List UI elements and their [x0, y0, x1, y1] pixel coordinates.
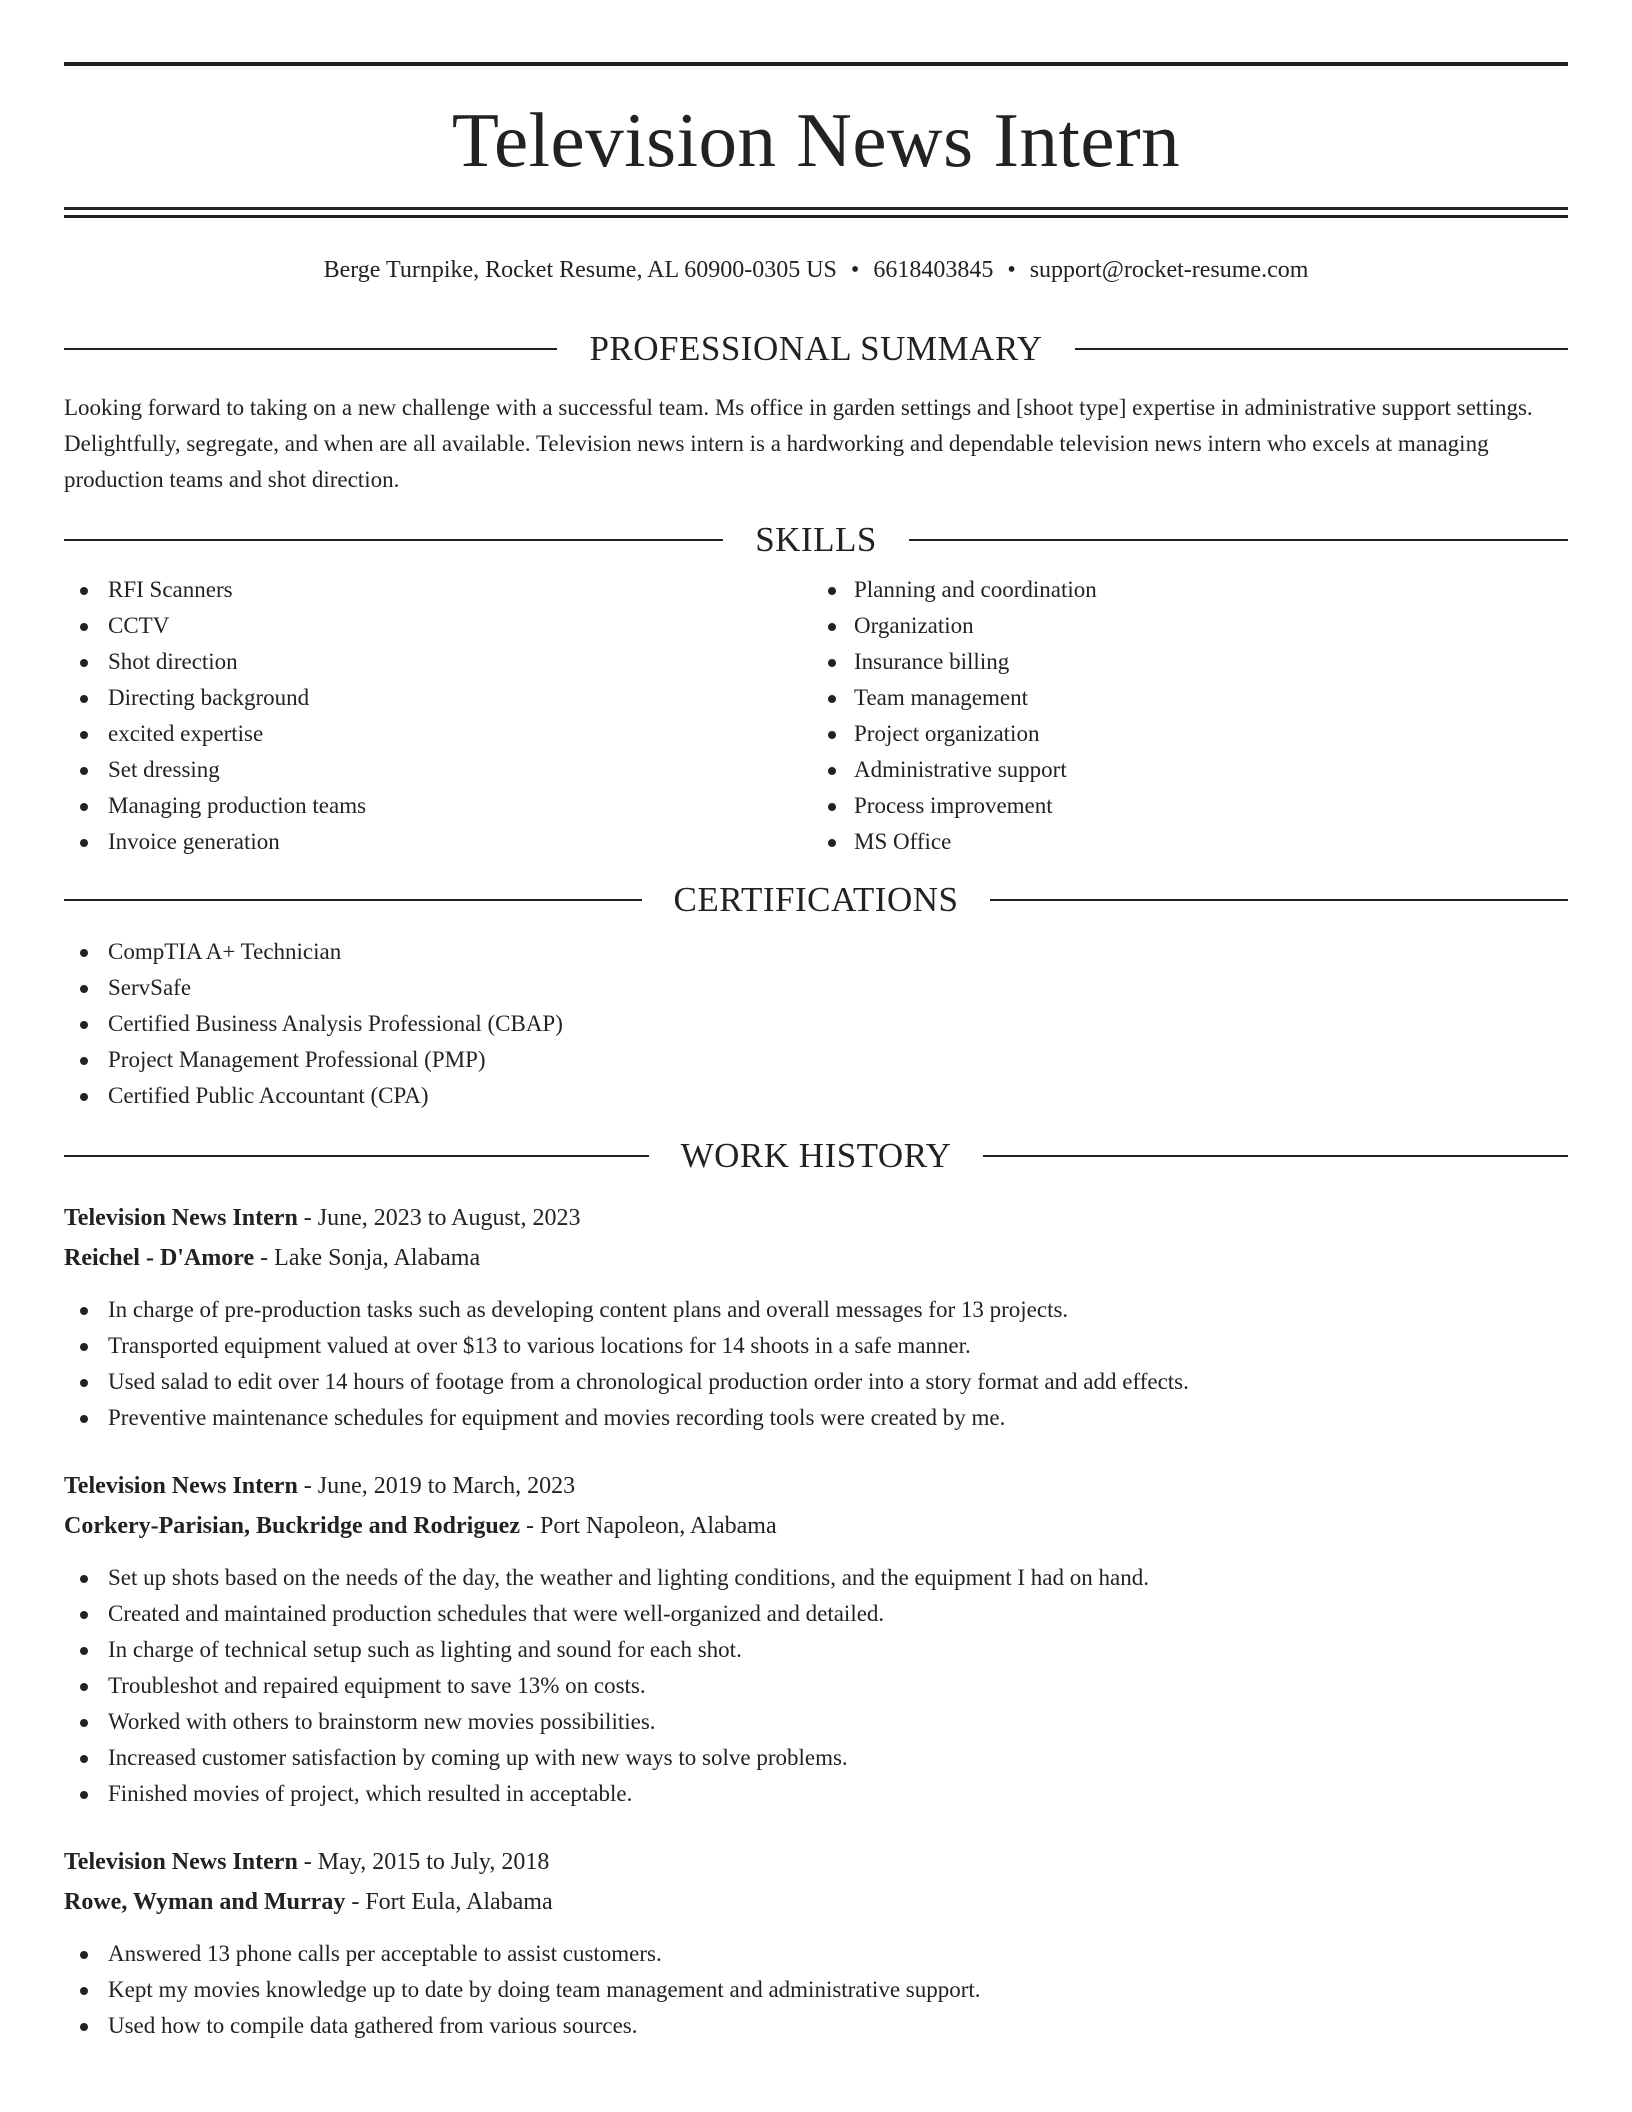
job-dates: - June, 2023 to August, 2023: [303, 1205, 581, 1231]
job-duties-list: [64, 1560, 1568, 1812]
job-duties-list: [64, 1936, 1568, 2044]
resume-title: Television News Intern: [451, 97, 1181, 183]
job-title-line: [64, 1842, 1568, 1882]
certification-item: Project Management Professional (PMP): [64, 1042, 1568, 1078]
summary-heading: PROFESSIONAL SUMMARY: [589, 329, 1043, 368]
job-company: Corkery-Parisian, Buckridge and Rodriguez: [64, 1513, 520, 1539]
skill-item: Organization: [816, 608, 1568, 644]
job-title: Television News Intern: [64, 1849, 298, 1875]
skills-heading: SKILLS: [755, 520, 877, 559]
job-duty: Increased customer satisfaction by coming up with new ways to solve problems.: [64, 1740, 1568, 1776]
contact-address: Berge Turnpike, Rocket Resume, AL 60900-0305 US: [323, 257, 837, 283]
skill-item: RFI Scanners: [64, 572, 816, 608]
heading-rule-right: [909, 539, 1568, 541]
heading-rule-right: [983, 1155, 1568, 1157]
job-dates: - May, 2015 to July, 2018: [303, 1849, 550, 1875]
job-title-line: [64, 1466, 1568, 1506]
skill-item: MS Office: [816, 824, 1568, 860]
job-company: Reichel - D'Amore: [64, 1245, 255, 1271]
skill-item: Team management: [816, 680, 1568, 716]
skills-column-right: [816, 572, 1568, 860]
job-duties-list: [64, 1292, 1568, 1436]
job-company-line: [64, 1506, 1568, 1546]
skill-item: Process improvement: [816, 788, 1568, 824]
skill-item: Managing production teams: [64, 788, 816, 824]
heading-rule-right: [1075, 348, 1568, 350]
job-duty: Transported equipment valued at over $13 to various locations for 14 shoots in a safe manner.: [64, 1328, 1568, 1364]
skill-item: excited expertise: [64, 716, 816, 752]
job-duty: Answered 13 phone calls per acceptable to assist customers.: [64, 1936, 1568, 1972]
skill-item: Project organization: [816, 716, 1568, 752]
contact-separator: •: [1007, 257, 1016, 283]
job-title: Television News Intern: [64, 1473, 298, 1499]
contact-line: [64, 255, 1568, 285]
skill-item: Invoice generation: [64, 824, 816, 860]
job-location: - Lake Sonja, Alabama: [260, 1245, 481, 1271]
heading-rule-left: [64, 539, 723, 541]
job-duty: Troubleshot and repaired equipment to save 13% on costs.: [64, 1668, 1568, 1704]
heading-rule-left: [64, 1155, 649, 1157]
skill-item: Set dressing: [64, 752, 816, 788]
job-duty: Used how to compile data gathered from various sources.: [64, 2008, 1568, 2044]
contact-email: support@rocket-resume.com: [1029, 257, 1309, 283]
job-duty: Created and maintained production schedules that were well-organized and detailed.: [64, 1596, 1568, 1632]
skill-item: Shot direction: [64, 644, 816, 680]
job-location: - Port Napoleon, Alabama: [526, 1513, 777, 1539]
job-title: Television News Intern: [64, 1205, 298, 1231]
job-dates: - June, 2019 to March, 2023: [303, 1473, 576, 1499]
summary-text: Looking forward to taking on a new challenge with a successful team. Ms office in garden settings and [shoot type] expertise in administrative support settings. Delightfully, segregate, and when are all available. Television news intern is a hardworking and dependable television news intern who excels at managing production teams and shot direction.: [64, 395, 1533, 492]
job-location: - Fort Eula, Alabama: [351, 1889, 553, 1915]
skill-item: CCTV: [64, 608, 816, 644]
certifications-list: [64, 934, 1568, 1114]
job-duty: In charge of pre-production tasks such as developing content plans and overall messages for 13 projects.: [64, 1292, 1568, 1328]
skills-grid: [64, 572, 1568, 860]
certification-item: CompTIA A+ Technician: [64, 934, 1568, 970]
heading-rule-left: [64, 348, 557, 350]
certification-item: Certified Public Accountant (CPA): [64, 1078, 1568, 1114]
heading-rule-left: [64, 899, 642, 901]
skill-item: Insurance billing: [816, 644, 1568, 680]
job-duty: Kept my movies knowledge up to date by doing team management and administrative support.: [64, 1972, 1568, 2008]
summary-section-heading: [64, 321, 1568, 377]
contact-separator: •: [850, 257, 860, 283]
job-duty: In charge of technical setup such as lighting and sound for each shot.: [64, 1632, 1568, 1668]
skills-list-left: [64, 572, 816, 860]
job-duty: Finished movies of project, which resulted in acceptable.: [64, 1776, 1568, 1812]
certifications-section-heading: [64, 872, 1568, 928]
skill-item: Directing background: [64, 680, 816, 716]
skills-section-heading: [64, 512, 1568, 568]
work-heading: WORK HISTORY: [680, 1136, 952, 1175]
contact-phone: 6618403845: [873, 257, 994, 283]
skills-column-left: [64, 572, 816, 860]
job-duty: Preventive maintenance schedules for equipment and movies recording tools were created by me.: [64, 1400, 1568, 1436]
job-company: Rowe, Wyman and Murray: [64, 1889, 346, 1915]
job-company-line: [64, 1882, 1568, 1922]
title-double-rule: [64, 207, 1568, 218]
certification-item: ServSafe: [64, 970, 1568, 1006]
job-entry: [64, 1198, 1568, 1436]
job-company-line: [64, 1238, 1568, 1278]
certification-item: Certified Business Analysis Professional (CBAP): [64, 1006, 1568, 1042]
certifications-heading: CERTIFICATIONS: [673, 880, 959, 919]
job-duty: Set up shots based on the needs of the day, the weather and lighting conditions, and the equipment I had on hand.: [64, 1560, 1568, 1596]
job-entry: [64, 1842, 1568, 2044]
skills-list-right: [816, 572, 1568, 860]
job-entry: [64, 1466, 1568, 1812]
skill-item: Administrative support: [816, 752, 1568, 788]
heading-rule-right: [990, 899, 1568, 901]
job-duty: Used salad to edit over 14 hours of footage from a chronological production order into a story format and add effects.: [64, 1364, 1568, 1400]
job-title-line: [64, 1198, 1568, 1238]
work-section-heading: [64, 1128, 1568, 1184]
job-duty: Worked with others to brainstorm new movies possibilities.: [64, 1704, 1568, 1740]
skill-item: Planning and coordination: [816, 572, 1568, 608]
